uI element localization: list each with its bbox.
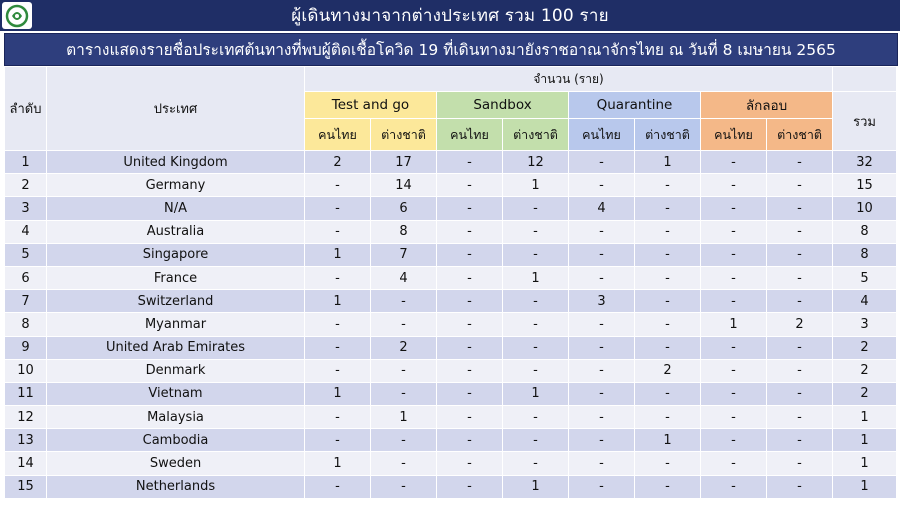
row-country: Sweden	[47, 452, 305, 475]
cell-quarantine-foreign: -	[635, 313, 701, 336]
cell-smuggle-foreign: -	[767, 243, 833, 266]
header-count: จำนวน (ราย)	[305, 67, 833, 92]
cell-smuggle-foreign: -	[767, 359, 833, 382]
cell-quarantine-thai: -	[569, 336, 635, 359]
row-total: 15	[833, 174, 897, 197]
row-total: 5	[833, 266, 897, 289]
cell-smuggle-foreign: -	[767, 220, 833, 243]
cell-sandbox-foreign: 1	[503, 174, 569, 197]
cell-quarantine-thai: -	[569, 452, 635, 475]
cell-quarantine-foreign: -	[635, 475, 701, 498]
header-group-smuggle: ลักลอบ	[701, 92, 833, 119]
cell-test-and-go-foreign: -	[371, 382, 437, 405]
cell-test-and-go-thai: -	[305, 174, 371, 197]
table-row	[5, 290, 897, 313]
cell-smuggle-thai: -	[701, 174, 767, 197]
row-country: Germany	[47, 174, 305, 197]
header-group-test-and-go: Test and go	[305, 92, 437, 119]
cell-test-and-go-foreign: -	[371, 359, 437, 382]
cell-test-and-go-foreign: -	[371, 475, 437, 498]
header-foreign: ต่างชาติ	[767, 119, 833, 151]
row-country: France	[47, 266, 305, 289]
header-foreign: ต่างชาติ	[371, 119, 437, 151]
table-row	[5, 174, 897, 197]
table-subtitle	[4, 33, 898, 66]
row-country: Vietnam	[47, 382, 305, 405]
cell-sandbox-foreign: -	[503, 220, 569, 243]
cell-test-and-go-foreign: 7	[371, 243, 437, 266]
row-country: N/A	[47, 197, 305, 220]
subtitle-text: ตารางแสดงรายชื่อประเทศต้นทางที่พบผู้ติดเชื้อโควิด 19 ที่เดินทางมายังราชอาณาจักรไทย ณ วันที่ 8 เมษายน 2565	[66, 41, 836, 59]
row-index: 6	[5, 266, 47, 289]
row-total: 3	[833, 313, 897, 336]
cell-test-and-go-thai: -	[305, 359, 371, 382]
row-country: United Kingdom	[47, 151, 305, 174]
cell-quarantine-thai: -	[569, 406, 635, 429]
cell-test-and-go-thai: 1	[305, 452, 371, 475]
table-row	[5, 243, 897, 266]
row-index: 2	[5, 174, 47, 197]
header-index: ลำดับ	[5, 67, 47, 151]
row-index: 1	[5, 151, 47, 174]
table-row	[5, 475, 897, 498]
cell-test-and-go-foreign: 17	[371, 151, 437, 174]
cell-test-and-go-thai: 1	[305, 382, 371, 405]
cell-sandbox-foreign: -	[503, 313, 569, 336]
cell-sandbox-foreign: 1	[503, 475, 569, 498]
cell-sandbox-thai: -	[437, 406, 503, 429]
cell-test-and-go-foreign: -	[371, 313, 437, 336]
header-thai: คนไทย	[701, 119, 767, 151]
cell-smuggle-foreign: -	[767, 174, 833, 197]
cell-test-and-go-thai: -	[305, 313, 371, 336]
cell-smuggle-foreign: -	[767, 406, 833, 429]
table-row	[5, 336, 897, 359]
cell-smuggle-thai: -	[701, 406, 767, 429]
row-index: 10	[5, 359, 47, 382]
row-country: Denmark	[47, 359, 305, 382]
cell-quarantine-thai: 4	[569, 197, 635, 220]
cell-test-and-go-foreign: 6	[371, 197, 437, 220]
cell-test-and-go-thai: -	[305, 475, 371, 498]
cell-test-and-go-thai: 2	[305, 151, 371, 174]
header-thai: คนไทย	[305, 119, 371, 151]
row-total: 1	[833, 475, 897, 498]
row-index: 9	[5, 336, 47, 359]
cell-quarantine-foreign: -	[635, 243, 701, 266]
ministry-logo-icon	[2, 2, 32, 29]
cell-test-and-go-foreign: 1	[371, 406, 437, 429]
row-country: United Arab Emirates	[47, 336, 305, 359]
cell-sandbox-foreign: 12	[503, 151, 569, 174]
cell-sandbox-thai: -	[437, 197, 503, 220]
cell-quarantine-thai: -	[569, 220, 635, 243]
title-banner	[0, 0, 900, 31]
table-row	[5, 313, 897, 336]
cell-test-and-go-thai: -	[305, 266, 371, 289]
row-index: 15	[5, 475, 47, 498]
cell-quarantine-foreign: -	[635, 382, 701, 405]
cell-smuggle-thai: -	[701, 266, 767, 289]
cell-sandbox-foreign: -	[503, 406, 569, 429]
header-thai: คนไทย	[569, 119, 635, 151]
table-body	[5, 151, 897, 499]
cell-sandbox-foreign: -	[503, 290, 569, 313]
row-index: 4	[5, 220, 47, 243]
cell-smuggle-thai: -	[701, 243, 767, 266]
table-row	[5, 382, 897, 405]
cell-test-and-go-foreign: -	[371, 429, 437, 452]
table-row	[5, 429, 897, 452]
cell-sandbox-foreign: -	[503, 359, 569, 382]
cell-test-and-go-thai: -	[305, 406, 371, 429]
cell-sandbox-thai: -	[437, 359, 503, 382]
row-total: 2	[833, 382, 897, 405]
header-total: รวม	[833, 92, 897, 151]
cell-smuggle-foreign: -	[767, 452, 833, 475]
cell-smuggle-foreign: -	[767, 266, 833, 289]
cell-smuggle-thai: -	[701, 382, 767, 405]
cell-quarantine-thai: -	[569, 382, 635, 405]
cell-quarantine-thai: -	[569, 266, 635, 289]
cell-quarantine-thai: -	[569, 359, 635, 382]
header-group-quarantine: Quarantine	[569, 92, 701, 119]
cell-smuggle-foreign: -	[767, 151, 833, 174]
row-country: Malaysia	[47, 406, 305, 429]
cell-sandbox-foreign: -	[503, 197, 569, 220]
cell-smuggle-thai: -	[701, 290, 767, 313]
row-country: Singapore	[47, 243, 305, 266]
cell-test-and-go-thai: -	[305, 336, 371, 359]
header-thai: คนไทย	[437, 119, 503, 151]
cell-sandbox-foreign: 1	[503, 266, 569, 289]
table-row	[5, 452, 897, 475]
cell-sandbox-thai: -	[437, 336, 503, 359]
row-country: Switzerland	[47, 290, 305, 313]
cell-quarantine-foreign: -	[635, 174, 701, 197]
cell-quarantine-thai: -	[569, 429, 635, 452]
cell-sandbox-thai: -	[437, 313, 503, 336]
cell-quarantine-foreign: 1	[635, 151, 701, 174]
cell-smuggle-foreign: -	[767, 429, 833, 452]
row-country: Cambodia	[47, 429, 305, 452]
row-index: 8	[5, 313, 47, 336]
row-total: 2	[833, 336, 897, 359]
cell-quarantine-foreign: -	[635, 406, 701, 429]
cell-sandbox-thai: -	[437, 429, 503, 452]
cell-smuggle-thai: -	[701, 151, 767, 174]
cell-test-and-go-thai: 1	[305, 243, 371, 266]
cell-quarantine-foreign: -	[635, 336, 701, 359]
cell-test-and-go-thai: -	[305, 197, 371, 220]
row-total: 1	[833, 429, 897, 452]
row-total: 8	[833, 243, 897, 266]
cell-smuggle-thai: -	[701, 359, 767, 382]
cell-sandbox-thai: -	[437, 452, 503, 475]
cell-smuggle-foreign: -	[767, 382, 833, 405]
header-foreign: ต่างชาติ	[503, 119, 569, 151]
page-title: ผู้เดินทางมาจากต่างประเทศ รวม 100 ราย	[291, 6, 609, 26]
cell-test-and-go-foreign: -	[371, 452, 437, 475]
cell-quarantine-foreign: -	[635, 266, 701, 289]
cell-quarantine-thai: -	[569, 313, 635, 336]
cell-quarantine-foreign: -	[635, 452, 701, 475]
cell-smuggle-thai: -	[701, 220, 767, 243]
table-row	[5, 197, 897, 220]
cell-quarantine-foreign: -	[635, 220, 701, 243]
cell-test-and-go-foreign: 14	[371, 174, 437, 197]
table-row	[5, 220, 897, 243]
row-total: 1	[833, 406, 897, 429]
header-country: ประเทศ	[47, 67, 305, 151]
cell-sandbox-thai: -	[437, 266, 503, 289]
cell-quarantine-thai: -	[569, 243, 635, 266]
cell-sandbox-foreign: -	[503, 243, 569, 266]
cell-smuggle-foreign: -	[767, 197, 833, 220]
header-group-sandbox: Sandbox	[437, 92, 569, 119]
cell-sandbox-thai: -	[437, 220, 503, 243]
row-index: 12	[5, 406, 47, 429]
cell-quarantine-thai: -	[569, 174, 635, 197]
row-total: 10	[833, 197, 897, 220]
row-country: Netherlands	[47, 475, 305, 498]
table-row	[5, 151, 897, 174]
cell-test-and-go-foreign: 8	[371, 220, 437, 243]
cell-quarantine-foreign: 2	[635, 359, 701, 382]
cell-sandbox-foreign: -	[503, 429, 569, 452]
cell-quarantine-foreign: -	[635, 290, 701, 313]
cell-smuggle-thai: -	[701, 475, 767, 498]
cell-test-and-go-thai: 1	[305, 290, 371, 313]
covid-country-table	[4, 66, 897, 499]
header-total-spacer	[833, 67, 897, 92]
cell-smuggle-foreign: 2	[767, 313, 833, 336]
cell-smuggle-thai: 1	[701, 313, 767, 336]
cell-sandbox-thai: -	[437, 243, 503, 266]
cell-sandbox-thai: -	[437, 290, 503, 313]
row-country: Myanmar	[47, 313, 305, 336]
row-total: 2	[833, 359, 897, 382]
cell-test-and-go-thai: -	[305, 429, 371, 452]
cell-sandbox-thai: -	[437, 151, 503, 174]
cell-sandbox-foreign: -	[503, 452, 569, 475]
row-total: 32	[833, 151, 897, 174]
row-index: 11	[5, 382, 47, 405]
cell-sandbox-foreign: -	[503, 336, 569, 359]
cell-sandbox-thai: -	[437, 174, 503, 197]
row-index: 7	[5, 290, 47, 313]
cell-test-and-go-foreign: 4	[371, 266, 437, 289]
row-country: Australia	[47, 220, 305, 243]
cell-smuggle-thai: -	[701, 452, 767, 475]
cell-test-and-go-foreign: -	[371, 290, 437, 313]
cell-smuggle-foreign: -	[767, 475, 833, 498]
row-total: 1	[833, 452, 897, 475]
cell-sandbox-thai: -	[437, 475, 503, 498]
cell-smuggle-thai: -	[701, 197, 767, 220]
row-index: 14	[5, 452, 47, 475]
cell-smuggle-foreign: -	[767, 290, 833, 313]
row-total: 4	[833, 290, 897, 313]
row-index: 3	[5, 197, 47, 220]
header-foreign: ต่างชาติ	[635, 119, 701, 151]
row-total: 8	[833, 220, 897, 243]
cell-smuggle-thai: -	[701, 429, 767, 452]
table-row	[5, 359, 897, 382]
row-index: 5	[5, 243, 47, 266]
cell-quarantine-thai: -	[569, 151, 635, 174]
cell-smuggle-thai: -	[701, 336, 767, 359]
cell-sandbox-thai: -	[437, 382, 503, 405]
row-index: 13	[5, 429, 47, 452]
cell-quarantine-thai: -	[569, 475, 635, 498]
cell-smuggle-foreign: -	[767, 336, 833, 359]
cell-quarantine-foreign: -	[635, 197, 701, 220]
table-row	[5, 266, 897, 289]
cell-test-and-go-thai: -	[305, 220, 371, 243]
cell-quarantine-thai: 3	[569, 290, 635, 313]
cell-test-and-go-foreign: 2	[371, 336, 437, 359]
table-row	[5, 406, 897, 429]
cell-quarantine-foreign: 1	[635, 429, 701, 452]
cell-sandbox-foreign: 1	[503, 382, 569, 405]
